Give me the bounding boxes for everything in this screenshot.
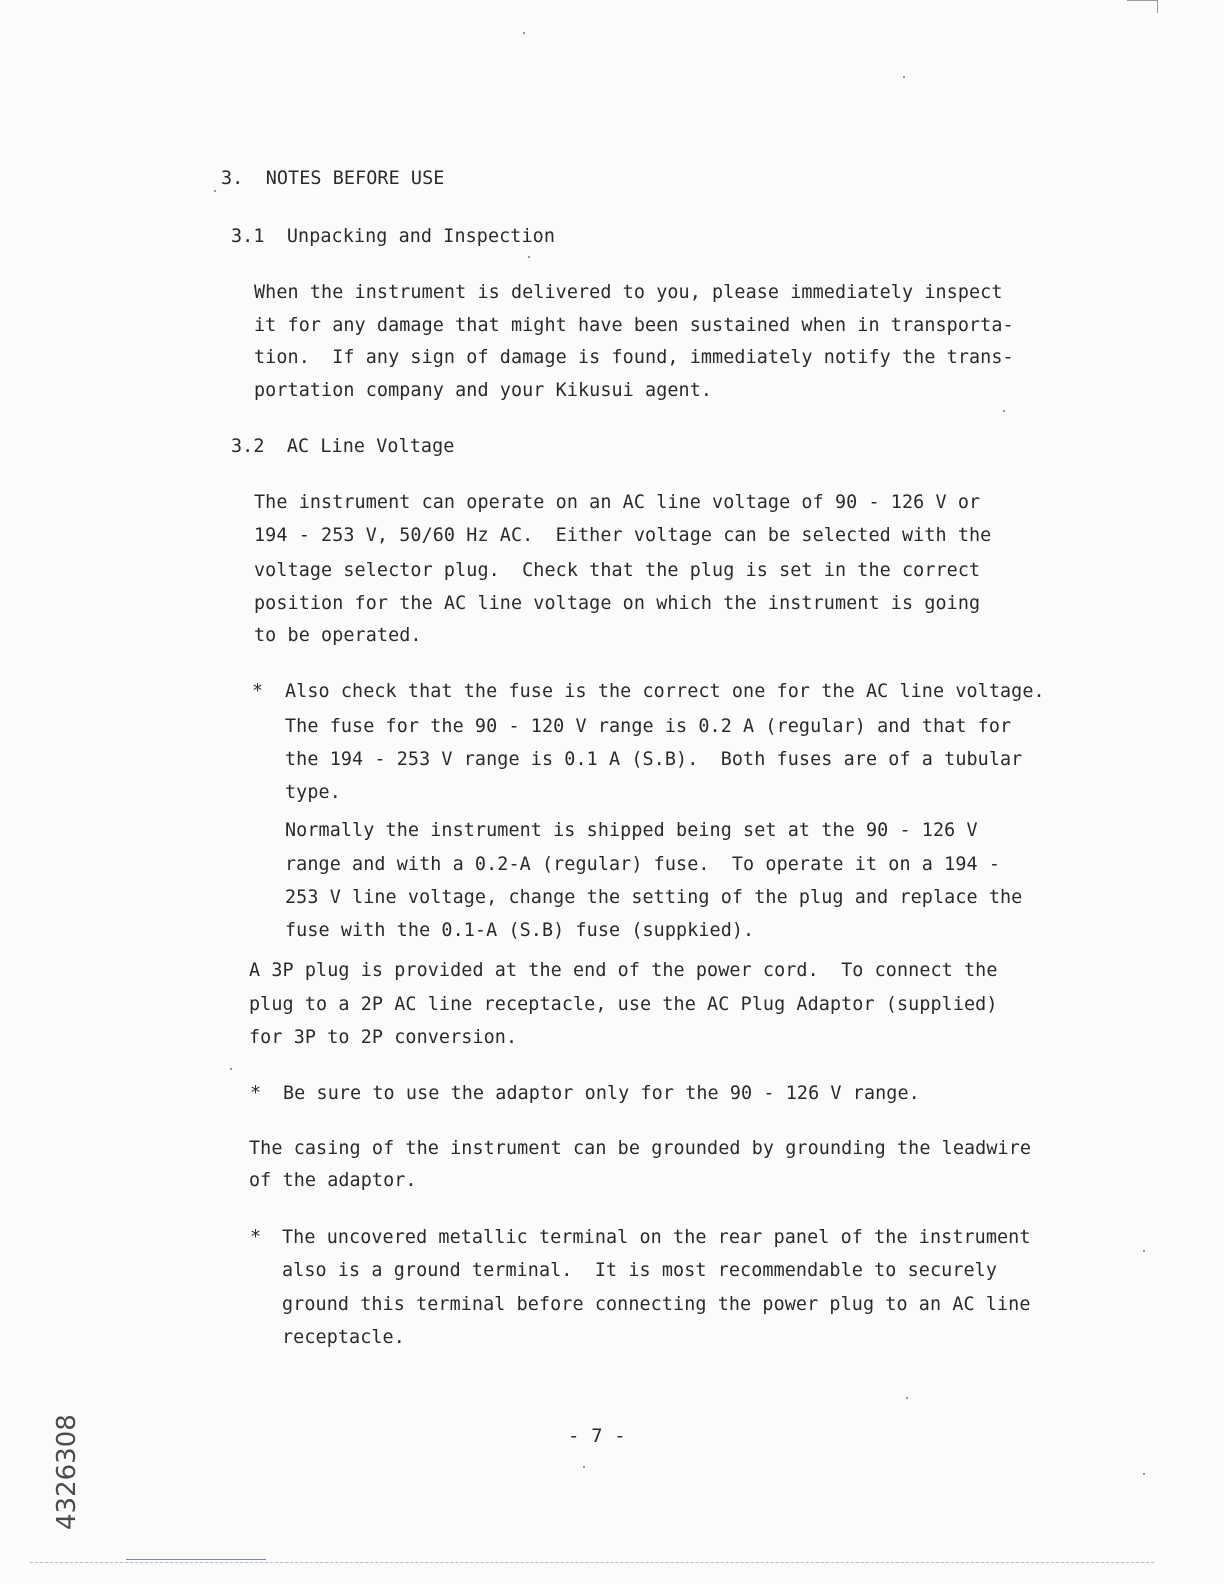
scan-speck [1003, 410, 1005, 412]
scan-speck [528, 256, 530, 258]
note-line: 253 V line voltage, change the setting of the plug and replace the [285, 887, 1023, 908]
subsection-3-2-title: 3.2 AC Line Voltage [231, 436, 455, 457]
paragraph-line: to be operated. [254, 625, 422, 646]
note-line: ground this terminal before connecting the power plug to an AC line [282, 1294, 1031, 1315]
page-number: - 7 - [568, 1425, 626, 1447]
margin-note-text: 4326308 [52, 1414, 82, 1530]
bottom-rule [30, 1562, 1154, 1563]
section-heading: 3. NOTES BEFORE USE [221, 168, 445, 189]
paragraph-line: plug to a 2P AC line receptacle, use the AC Plug Adaptor (supplied) [249, 994, 998, 1015]
note-line: The uncovered metallic terminal on the rear panel of the instrument [282, 1227, 1031, 1248]
paragraph-line: it for any damage that might have been sustained when in transporta- [254, 315, 1014, 336]
note-line: type. [285, 782, 341, 803]
paragraph-line: When the instrument is delivered to you, please immediately inspect [254, 282, 1003, 303]
note-line: fuse with the 0.1-A (S.B) fuse (suppkied). [285, 920, 755, 941]
paragraph-line: voltage selector plug. Check that the plug is set in the correct [254, 560, 981, 581]
paragraph-line: portation company and your Kikusui agent. [254, 380, 713, 401]
scan-speck [583, 1466, 585, 1468]
note-line: The fuse for the 90 - 120 V range is 0.2 A (regular) and that for [285, 716, 1012, 737]
note-line: Be sure to use the adaptor only for the 90 - 126 V range. [283, 1083, 920, 1104]
paragraph-line: The instrument can operate on an AC line voltage of 90 - 126 V or [254, 492, 981, 513]
corner-mark [1127, 0, 1158, 13]
note-line: the 194 - 253 V range is 0.1 A (S.B). Both fuses are of a tubular [285, 749, 1023, 770]
paragraph-line: The casing of the instrument can be grounded by grounding the leadwire [249, 1138, 1032, 1159]
note-marker: * [252, 681, 264, 702]
note-line: also is a ground terminal. It is most recommendable to securely [282, 1260, 998, 1281]
paragraph-line: 194 - 253 V, 50/60 Hz AC. Either voltage can be selected with the [254, 525, 992, 546]
paragraph-line: A 3P plug is provided at the end of the power cord. To connect the [249, 960, 998, 981]
note-line: Normally the instrument is shipped being set at the 90 - 126 V [285, 820, 978, 841]
paragraph-line: position for the AC line voltage on which the instrument is going [254, 593, 981, 614]
scan-speck [903, 76, 905, 78]
note-marker: * [250, 1227, 262, 1248]
scan-speck [230, 1068, 232, 1070]
scan-speck [1143, 1473, 1145, 1475]
paragraph-line: of the adaptor. [249, 1170, 417, 1191]
paragraph-line: tion. If any sign of damage is found, immediately notify the trans- [254, 347, 1014, 368]
note-line: receptacle. [282, 1327, 405, 1348]
scan-speck [523, 32, 525, 34]
paragraph-line: for 3P to 2P conversion. [249, 1027, 518, 1048]
note-line: range and with a 0.2-A (regular) fuse. To operate it on a 194 - [285, 854, 1001, 875]
scan-speck [214, 190, 216, 192]
note-line: Also check that the fuse is the correct one for the AC line voltage. [285, 681, 1045, 702]
bottom-rule-accent [126, 1559, 266, 1560]
scan-speck [906, 1397, 908, 1399]
handwritten-margin-note [52, 1352, 102, 1532]
note-marker: * [250, 1083, 262, 1104]
subsection-3-1-title: 3.1 Unpacking and Inspection [231, 226, 555, 247]
scan-speck [1143, 1250, 1145, 1252]
